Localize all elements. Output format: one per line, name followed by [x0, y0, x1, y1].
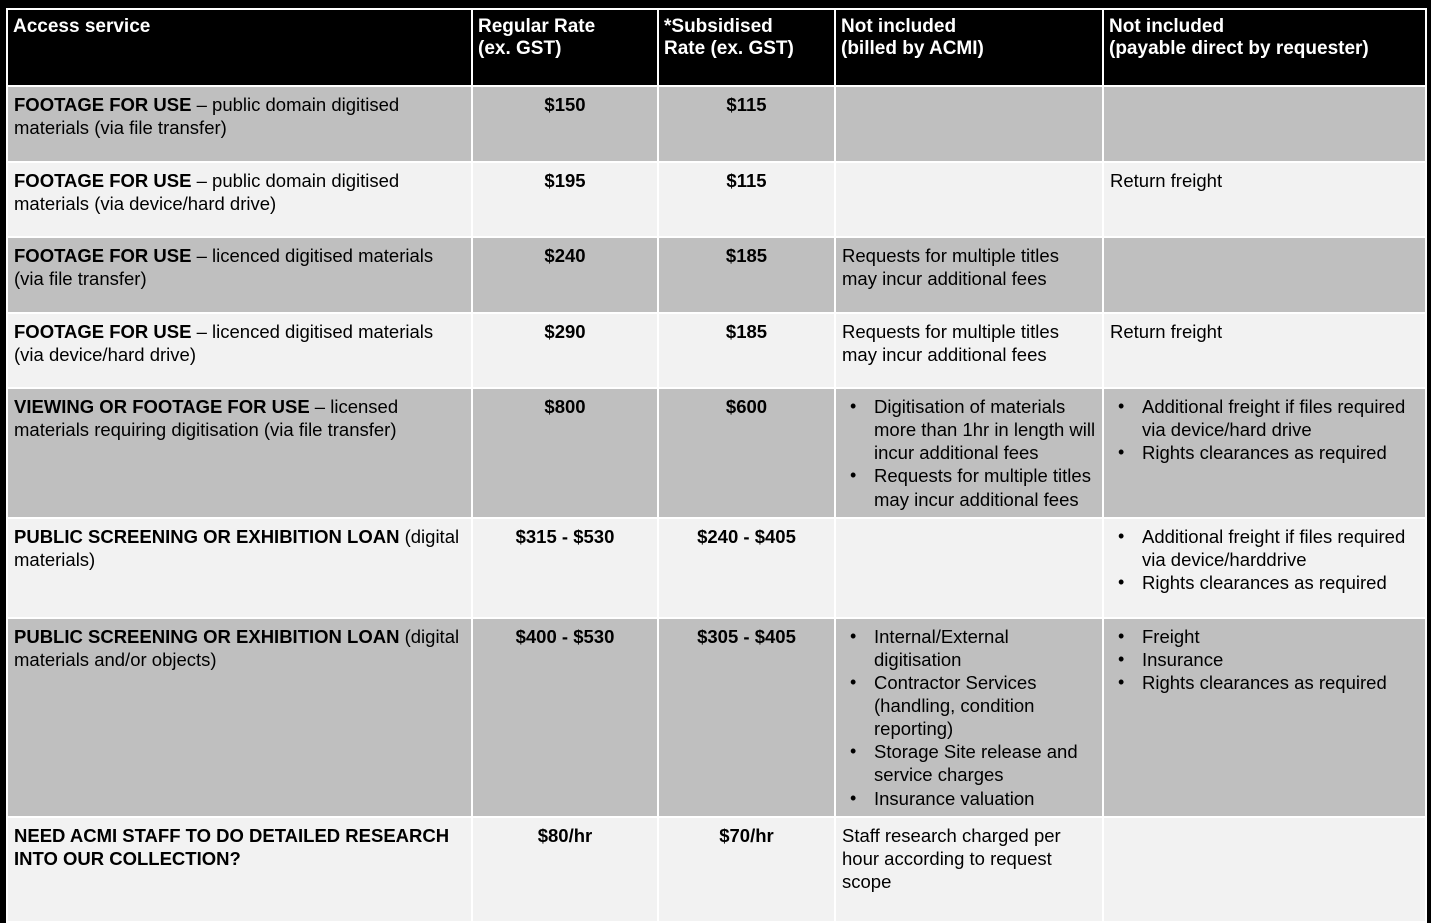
bullet-item: • Requests for multiple titles may incur additional fees: [872, 464, 1096, 510]
cell-text: Return freight: [1110, 170, 1223, 191]
cell-not-included-requester: [1103, 388, 1426, 518]
cell-not-included-acmi: [835, 388, 1103, 518]
bullet-item: • Internal/External digitisation: [872, 625, 1096, 671]
bullet-list: [1110, 625, 1419, 694]
column-header-subsidised-rate: [658, 9, 835, 86]
cell-access-service: [7, 162, 472, 237]
cell-access-service: [7, 388, 472, 518]
cell-subsidised-rate: $70/hr: [658, 817, 835, 922]
cell-subsidised-rate: $600: [658, 388, 835, 518]
header-line-1: Not included: [841, 16, 957, 37]
column-header-access-service: [7, 9, 472, 86]
bullet-item: • Additional freight if files required via device/hard drive: [1140, 395, 1419, 441]
cell-access-service: [7, 86, 472, 162]
cell-text: Return freight: [1110, 321, 1223, 342]
bullet-item: • Digitisation of materials more than 1hr in length will incur additional fees: [872, 395, 1096, 464]
header-line-1: *Subsidised: [664, 16, 773, 37]
table-row: [7, 518, 1426, 618]
cell-regular-rate: $290: [472, 313, 658, 388]
cell-access-service: [7, 313, 472, 388]
column-header-regular-rate: [472, 9, 658, 86]
column-header-not-included-requester: [1103, 9, 1426, 86]
service-name: VIEWING OR FOOTAGE FOR USE: [14, 396, 310, 417]
header-line-1: Access service: [13, 16, 151, 37]
service-detail: – licenced digitised materials (via device/hard drive): [14, 321, 434, 366]
cell-regular-rate: $240: [472, 237, 658, 313]
bullet-item: • Insurance valuation: [872, 787, 1096, 810]
header-line-2: (payable direct by requester): [1109, 38, 1369, 60]
table-row: [7, 86, 1426, 162]
cell-subsidised-rate: $115: [658, 162, 835, 237]
service-detail: – licensed materials requiring digitisation (via file transfer): [14, 396, 399, 441]
cell-regular-rate: $195: [472, 162, 658, 237]
bullet-item: • Additional freight if files required via device/harddrive: [1140, 525, 1419, 571]
cell-not-included-requester: [1103, 313, 1426, 388]
bullet-list: [842, 395, 1096, 511]
header-line-2: (ex. GST): [478, 38, 562, 60]
cell-not-included-requester: [1103, 817, 1426, 922]
cell-not-included-requester: [1103, 618, 1426, 817]
header-line-1: Regular Rate: [478, 16, 596, 37]
cell-regular-rate: $315 - $530: [472, 518, 658, 618]
service-name: FOOTAGE FOR USE: [14, 94, 192, 115]
cell-regular-rate: $80/hr: [472, 817, 658, 922]
cell-regular-rate: $400 - $530: [472, 618, 658, 817]
service-name: FOOTAGE FOR USE: [14, 170, 192, 191]
cell-not-included-requester: [1103, 86, 1426, 162]
service-detail: – public domain digitised materials (via device/hard drive): [14, 170, 400, 215]
header-line-2: (billed by ACMI): [841, 38, 984, 60]
cell-regular-rate: $150: [472, 86, 658, 162]
cell-access-service: [7, 817, 472, 922]
table-row: [7, 237, 1426, 313]
cell-access-service: [7, 518, 472, 618]
cell-not-included-requester: [1103, 162, 1426, 237]
cell-text: Requests for multiple titles may incur additional fees: [842, 321, 1059, 366]
cell-regular-rate: $800: [472, 388, 658, 518]
access-service-fee-table: [6, 8, 1427, 923]
cell-not-included-acmi: [835, 86, 1103, 162]
header-line-1: Not included: [1109, 16, 1225, 37]
cell-subsidised-rate: $240 - $405: [658, 518, 835, 618]
service-detail: – public domain digitised materials (via file transfer): [14, 94, 400, 139]
cell-not-included-acmi: [835, 162, 1103, 237]
cell-subsidised-rate: $305 - $405: [658, 618, 835, 817]
cell-subsidised-rate: $185: [658, 313, 835, 388]
table-row: [7, 618, 1426, 817]
service-detail: – licenced digitised materials (via file transfer): [14, 245, 434, 290]
cell-not-included-acmi: [835, 313, 1103, 388]
table-row: [7, 388, 1426, 518]
bullet-item: • Freight: [1140, 625, 1419, 648]
table-row: [7, 313, 1426, 388]
cell-subsidised-rate: $115: [658, 86, 835, 162]
cell-not-included-requester: [1103, 237, 1426, 313]
cell-access-service: [7, 237, 472, 313]
bullet-list: [842, 625, 1096, 810]
service-name: FOOTAGE FOR USE: [14, 321, 192, 342]
table-body: [7, 86, 1426, 922]
cell-not-included-acmi: [835, 817, 1103, 922]
header-row: [7, 9, 1426, 86]
bullet-list: [1110, 525, 1419, 594]
table-header: [7, 9, 1426, 86]
bullet-item: • Insurance: [1140, 648, 1419, 671]
bullet-item: • Rights clearances as required: [1140, 441, 1419, 464]
table-row: [7, 162, 1426, 237]
service-detail: (digital materials and/or objects): [14, 625, 460, 670]
service-detail: (digital materials): [14, 525, 460, 570]
column-header-not-included-acmi: [835, 9, 1103, 86]
cell-not-included-acmi: [835, 618, 1103, 817]
header-line-2: Rate (ex. GST): [664, 38, 794, 60]
cell-not-included-acmi: [835, 237, 1103, 313]
service-name: PUBLIC SCREENING OR EXHIBITION LOAN: [14, 625, 400, 647]
table-row: [7, 817, 1426, 922]
cell-not-included-acmi: [835, 518, 1103, 618]
bullet-item: • Storage Site release and service charges: [872, 740, 1096, 786]
bullet-item: • Rights clearances as required: [1140, 671, 1419, 694]
service-name: FOOTAGE FOR USE: [14, 245, 192, 266]
cell-not-included-requester: [1103, 518, 1426, 618]
bullet-item: • Contractor Services (handling, condition reporting): [872, 671, 1096, 740]
cell-access-service: [7, 618, 472, 817]
cell-text: Requests for multiple titles may incur additional fees: [842, 245, 1059, 290]
service-name: PUBLIC SCREENING OR EXHIBITION LOAN: [14, 525, 400, 547]
cell-subsidised-rate: $185: [658, 237, 835, 313]
service-name: NEED ACMI STAFF TO DO DETAILED RESEARCH INTO OUR COLLECTION?: [14, 824, 450, 869]
cell-text: Staff research charged per hour according to request scope: [842, 824, 1061, 892]
bullet-item: • Rights clearances as required: [1140, 571, 1419, 594]
bullet-list: [1110, 395, 1419, 464]
